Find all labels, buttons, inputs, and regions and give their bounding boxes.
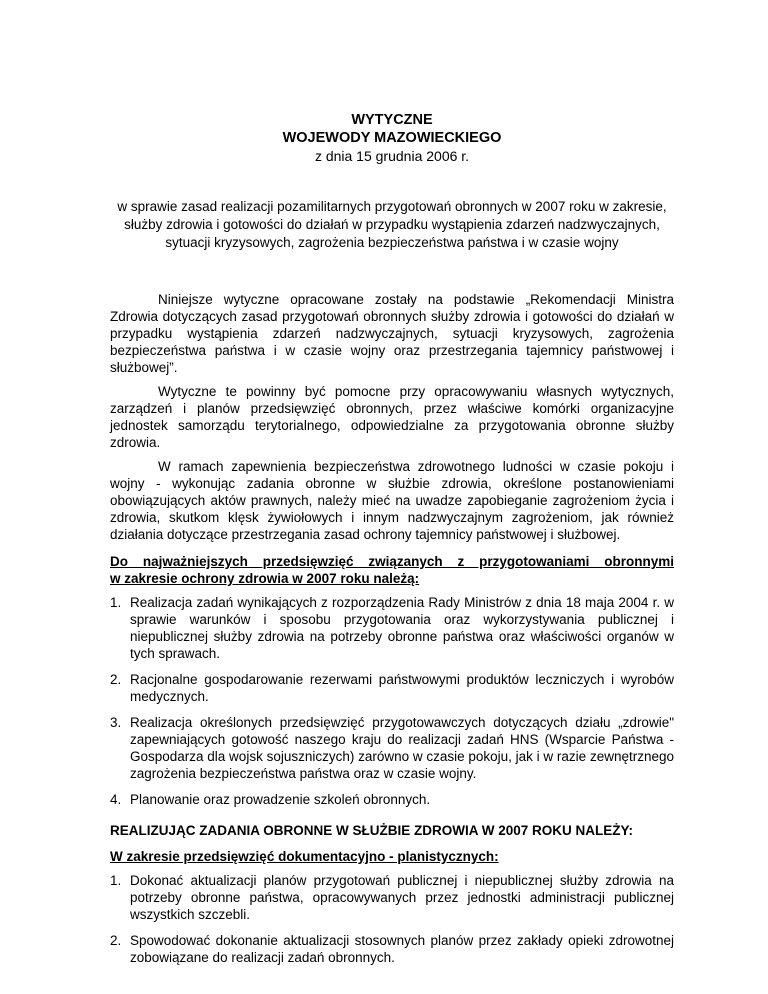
document-title: WYTYCZNE (351, 112, 433, 128)
list-item (110, 872, 674, 923)
title-block (110, 111, 674, 165)
list-item-number: 4. (110, 792, 122, 807)
list-item (110, 791, 674, 808)
list-item-text: Spowodować dokonanie aktualizacji stosownych planów przez zakłady opieki zdrowotnej zobowiązane do realizacji zadań obronnych. (130, 933, 674, 965)
paragraph: Wytyczne te powinny być pomocne przy opracowywaniu własnych wytycznych, zarządzeń i planów przedsięwzięć obronnych, przez właściwe komórki organizacyjne jednostek samorządu terytorialnego, odpowiedzialne za przygotowania obronne służby zdrowia. (110, 384, 674, 450)
list-item (110, 932, 674, 966)
list-item-number: 1. (110, 595, 122, 610)
list-item-text: Dokonać aktualizacji planów przygotowań publicznej i niepublicznej służby zdrowia na potrzeby obronne państwa, opracowywanych przez jednostki administracji publicznej wszystkich szczebli. (130, 873, 674, 922)
list-item-text: Planowanie oraz prowadzenie szkoleń obronnych. (130, 792, 431, 807)
tasks-subheading: W zakresie przedsięwzięć dokumentacyjno - planistycznych: (110, 849, 499, 864)
document-date: z dnia 15 grudnia 2006 r. (314, 148, 470, 164)
priority-list (110, 594, 674, 808)
list-item-number: 2. (110, 933, 122, 948)
tasks-list (110, 872, 674, 966)
list-item-number: 1. (110, 873, 122, 888)
list-item (110, 671, 674, 705)
section-heading-line: Do najważniejszych przedsięwzięć związanych z przygotowaniami obronnymi (110, 554, 674, 569)
list-item-number: 2. (110, 672, 122, 687)
intro-section (110, 291, 674, 543)
document-issuer: WOJEWODY MAZOWIECKIEGO (282, 130, 502, 146)
list-item-number: 3. (110, 715, 122, 730)
list-item-text: Realizacja określonych przedsięwzięć przygotowawczych dotyczących działu „zdrowie" zapewniających gotowość naszego kraju do realizacji zadań HNS (Wsparcie Państwa - Gospodarza dla wojsk sojuszniczych) zarówno w czasie pokoju, jak i w razie zewnętrznego zagrożenia bezpieczeństwa państwa oraz w czasie wojny. (130, 715, 674, 781)
section-heading-line: w zakresie ochrony zdrowia w 2007 roku należą: (110, 571, 420, 586)
paragraph: W ramach zapewnienia bezpieczeństwa zdrowotnego ludności w czasie pokoju i wojny - wykonując zadania obronne w służbie zdrowia, określone postanowieniami obowiązujących aktów prawnych, należy mieć na uwadze zapobieganie zagrożeniom życia i zdrowia, skutkom klęsk żywiołowych i innym nadzwyczajnym zagrożeniom, jak również działania dotyczące przestrzegania zasad ochrony tajemnicy państwowej i służbowej. (110, 459, 674, 542)
list-item (110, 594, 674, 662)
section-heading (110, 553, 674, 587)
document-subject: w sprawie zasad realizacji pozamilitarnych przygotowań obronnych w 2007 roku w zakresie, służby zdrowia i gotowości do działań w przypadku wystąpienia zdarzeń nadzwyczajnych, sytuacji kryzysowych, zagrożenia bezpieczeństwa państwa i w czasie wojny (117, 199, 667, 250)
tasks-heading: REALIZUJĄC ZADANIA OBRONNE W SŁUŻBIE ZDROWIA W 2007 ROKU NALEŻY: (110, 823, 633, 838)
list-item (110, 714, 674, 782)
list-item-text: Realizacja zadań wynikających z rozporządzenia Rady Ministrów z dnia 18 maja 2004 r. w sprawie warunków i sposobu przygotowania oraz wykorzystywania publicznej i niepublicznej służby zdrowia na potrzeby obronne państwa oraz właściwości organów w tych sprawach. (130, 595, 674, 661)
list-item-text: Racjonalne gospodarowanie rezerwami państwowymi produktów leczniczych i wyrobów medycznych. (130, 672, 674, 704)
paragraph: Niniejsze wytyczne opracowane zostały na podstawie „Rekomendacji Ministra Zdrowia dotyczących zasad przygotowań obronnych służby zdrowia i gotowości do działań w przypadku wystąpienia zdarzeń nadzwyczajnych, sytuacji kryzysowych, zagrożenia bezpieczeństwa państwa i w czasie wojny oraz przestrzegania tajemnicy państwowej i służbowej”. (110, 292, 674, 375)
